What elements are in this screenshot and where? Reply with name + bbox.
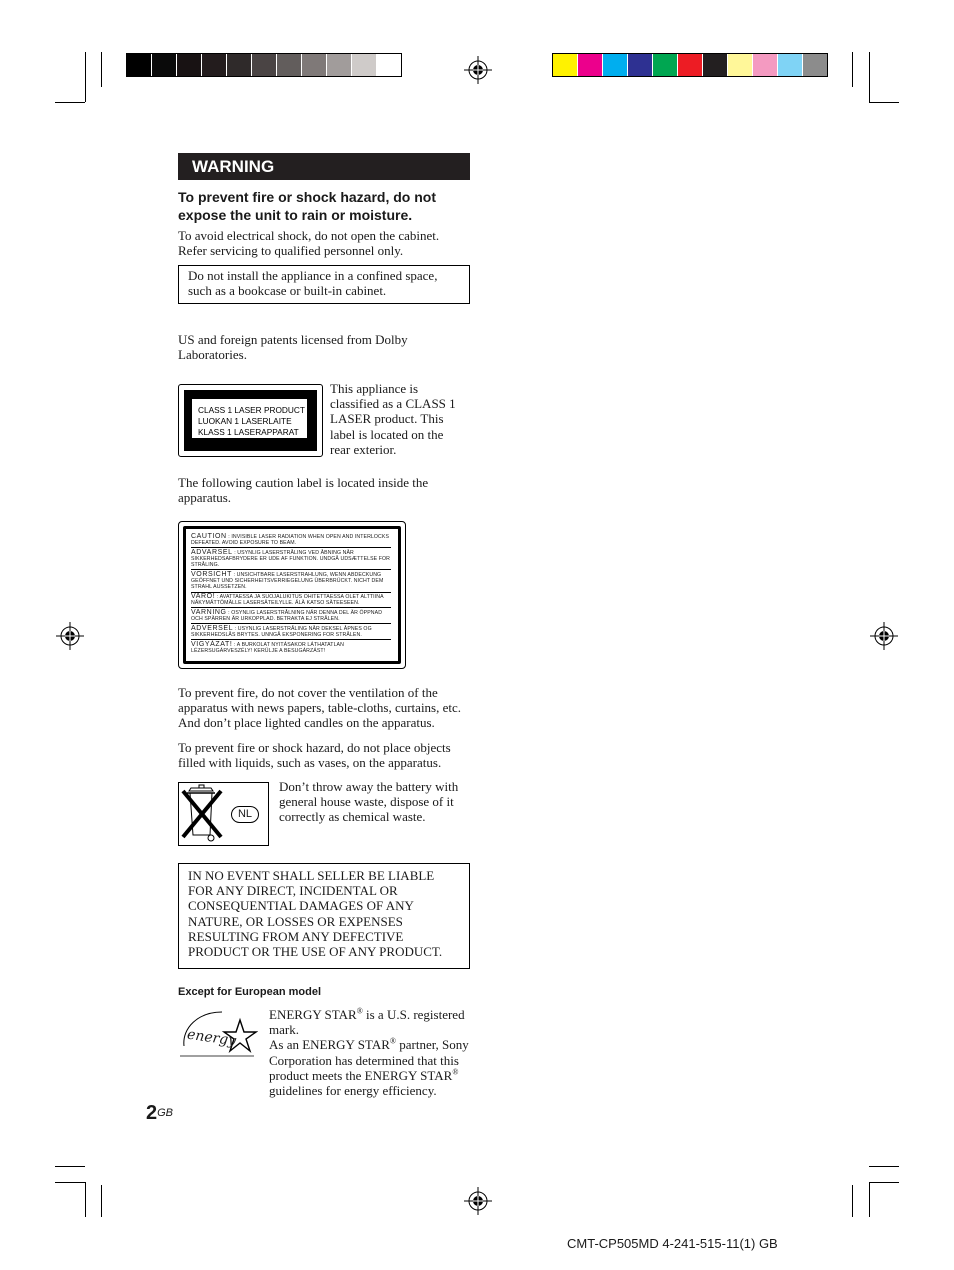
color-swatch bbox=[678, 54, 703, 76]
warning-title: WARNING bbox=[178, 153, 470, 180]
color-swatch bbox=[202, 54, 227, 76]
color-swatch bbox=[628, 54, 653, 76]
liability-text: IN NO EVENT SHALL SELLER BE LIABLE FOR ANY DIRECT, INCIDENTAL OR CONSEQUENTIAL DAMAGES OF ANY NATURE, OR LOSSES OR EXPENSES RESULTING FROM ANY DEFECTIVE PRODUCT OR THE USE OF ANY PRODUCT. bbox=[188, 868, 443, 960]
crop-mark bbox=[55, 102, 85, 103]
caution-intro: The following caution label is located inside the apparatus. bbox=[178, 475, 429, 506]
energy-text-part: partner, Sony Corporation has determined that this product meets the bbox=[269, 1037, 469, 1083]
caution-label-body: : A BURKOLAT NYITÁSAKOR LÁTHATATLAN LÉZERSUGÁRVESZÉLY! KERÜLJE A BESUGÁRZÁST! bbox=[191, 642, 344, 655]
laser-label-line: LUOKAN 1 LASERLAITE bbox=[198, 416, 292, 426]
caution-label-head: VORSICHT bbox=[191, 571, 232, 579]
caution-label bbox=[178, 521, 406, 669]
registration-mark-icon bbox=[56, 622, 84, 650]
nl-badge: NL bbox=[231, 806, 259, 823]
laser-class-label bbox=[178, 384, 323, 457]
energy-star-logo bbox=[178, 1008, 258, 1060]
shock-text: To avoid electrical shock, do not open the cabinet. Refer servicing to qualified personnel only. bbox=[178, 228, 440, 259]
color-swatch bbox=[277, 54, 302, 76]
energy-text-part: As an bbox=[269, 1037, 303, 1053]
color-swatch bbox=[302, 54, 327, 76]
crop-mark bbox=[55, 1166, 85, 1167]
color-swatch bbox=[803, 54, 827, 76]
registered-mark: ® bbox=[356, 1006, 363, 1016]
dolby-text: US and foreign patents licensed from Dolby Laboratories. bbox=[178, 332, 408, 363]
page-number bbox=[146, 1101, 173, 1125]
install-warning-box bbox=[178, 265, 470, 304]
page-number-value: 2 bbox=[146, 1102, 158, 1124]
caution-label-head: VARNING bbox=[191, 609, 227, 617]
crop-mark bbox=[55, 1182, 85, 1183]
color-swatch bbox=[603, 54, 628, 76]
liability-box bbox=[178, 863, 470, 969]
energy-section-title: Except for European model bbox=[178, 986, 322, 998]
caution-label-head: ADVARSEL bbox=[191, 548, 233, 556]
footer-model-code: CMT-CP505MD 4-241-515-11(1) GB bbox=[567, 1236, 778, 1251]
energy-text-part: guidelines for energy efficiency. bbox=[269, 1083, 437, 1099]
caution-label-body: : AVATTAESSA JA SUOJALUKITUS OHITETTAESSA OLET ALTTIINA NÄKYMÄTTÖMÄLLE LASERSÄTEILYLLE. ÄLÄ KATSO SÄTEESEEN. bbox=[191, 594, 384, 607]
energy-text bbox=[269, 1007, 474, 1098]
color-swatch bbox=[127, 54, 152, 76]
energy-text-part: is a U.S. registered mark. bbox=[269, 1007, 465, 1038]
registered-mark: ® bbox=[452, 1067, 459, 1077]
caution-label-text bbox=[191, 534, 391, 657]
color-swatch bbox=[227, 54, 252, 76]
color-swatch bbox=[578, 54, 603, 76]
crop-mark bbox=[869, 1182, 870, 1217]
registered-mark: ® bbox=[389, 1037, 396, 1047]
caution-label-body: : INVISIBLE LASER RADIATION WHEN OPEN AND INTERLOCKS DEFEATED. AVOID EXPOSURE TO BEAM. bbox=[191, 534, 390, 547]
caution-label-head: VIGYÁZAT! bbox=[191, 641, 233, 648]
caution-label-head: CAUTION bbox=[191, 533, 227, 540]
color-swatch bbox=[778, 54, 803, 76]
fire-text: To prevent fire, do not cover the ventilation of the apparatus with news papers, table-cloths, curtains, etc. And don’t place lighted candles on the apparatus. bbox=[178, 685, 462, 731]
color-swatch bbox=[753, 54, 778, 76]
caution-label-body: : USYNLIG LASERSTRÅLING VED ÅBNING NÅR SIKKERHEDSAFBRYDERE ER UDE AF FUNKTION. UNDGÅ UDSÆTTELSE FOR STRÅLING. bbox=[191, 549, 391, 569]
color-swatch bbox=[327, 54, 352, 76]
registration-mark-icon bbox=[870, 622, 898, 650]
color-swatch bbox=[703, 54, 728, 76]
caution-label-head: ADVERSEL bbox=[191, 625, 234, 633]
caution-label-head: VARO! bbox=[191, 593, 216, 601]
color-swatch bbox=[177, 54, 202, 76]
registration-mark-icon bbox=[464, 1187, 492, 1215]
laser-label-line: CLASS 1 LASER PRODUCT bbox=[198, 405, 305, 415]
page-number-suffix: GB bbox=[157, 1107, 174, 1119]
install-warning-text: Do not install the appliance in a confined space, such as a bookcase or built-in cabinet. bbox=[188, 268, 438, 299]
energy-star-name: ENERGY STAR bbox=[269, 1007, 357, 1022]
color-swatch bbox=[728, 54, 753, 76]
crop-mark bbox=[869, 1166, 899, 1167]
warning-heading: To prevent fire or shock hazard, do not expose the unit to rain or moisture. bbox=[178, 189, 436, 223]
color-swatch bbox=[152, 54, 177, 76]
battery-disposal-box bbox=[178, 782, 269, 846]
crop-mark bbox=[85, 52, 86, 102]
crop-mark bbox=[869, 1182, 899, 1183]
crop-mark bbox=[852, 52, 853, 87]
registration-mark-icon bbox=[464, 56, 492, 84]
crop-mark bbox=[869, 52, 870, 102]
laser-description: This appliance is classified as a CLASS 1 LASER product. This label is located on the rear exterior. bbox=[330, 381, 456, 457]
color-swatch bbox=[377, 54, 401, 76]
energy-logo-word: energy bbox=[186, 1026, 238, 1050]
color-swatch bbox=[352, 54, 377, 76]
crop-mark bbox=[85, 1182, 86, 1217]
color-swatch bbox=[653, 54, 678, 76]
grayscale-color-bar bbox=[126, 53, 402, 77]
energy-star-name: ENERGY STAR bbox=[302, 1037, 390, 1053]
caution-label-body: : OSYNLIG LASERSTRÅLNING NÄR DENNA DEL ÄR ÖPPNAD OCH SPÄRREN ÄR URKOPPLAD. BETRAKTA EJ STRÅLEN. bbox=[191, 610, 383, 623]
caution-label-body: : UNSICHTBARE LASERSTRAHLUNG, WENN ABDECKUNG GEÖFFNET UND SICHERHEITSVERRIEGELUNG ÜBERBRÜCKT. NICHT DEM STRAHL AUSSETZEN. bbox=[191, 572, 384, 591]
crop-mark bbox=[101, 1185, 102, 1217]
laser-label-line: KLASS 1 LASERAPPARAT bbox=[198, 427, 299, 437]
crop-mark bbox=[869, 102, 899, 103]
color-swatch bbox=[252, 54, 277, 76]
crop-mark bbox=[852, 1185, 853, 1217]
color-swatch bbox=[553, 54, 578, 76]
energy-star-name: ENERGY STAR bbox=[364, 1067, 453, 1083]
liquid-text: To prevent fire or shock hazard, do not place objects filled with liquids, such as vases, on the apparatus. bbox=[178, 740, 451, 771]
battery-text: Don’t throw away the battery with general house waste, dispose of it correctly as chemical waste. bbox=[279, 779, 459, 825]
crop-mark bbox=[101, 52, 102, 87]
process-color-bar bbox=[552, 53, 828, 77]
caution-label-body: : USYNLIG LASERSTRÅLING NÅR DEKSEL ÅPNES OG SIKKERHEDSLÅS BRYTES. UNNGÅ EKSPONERING FOR STRÅLEN. bbox=[191, 626, 372, 639]
